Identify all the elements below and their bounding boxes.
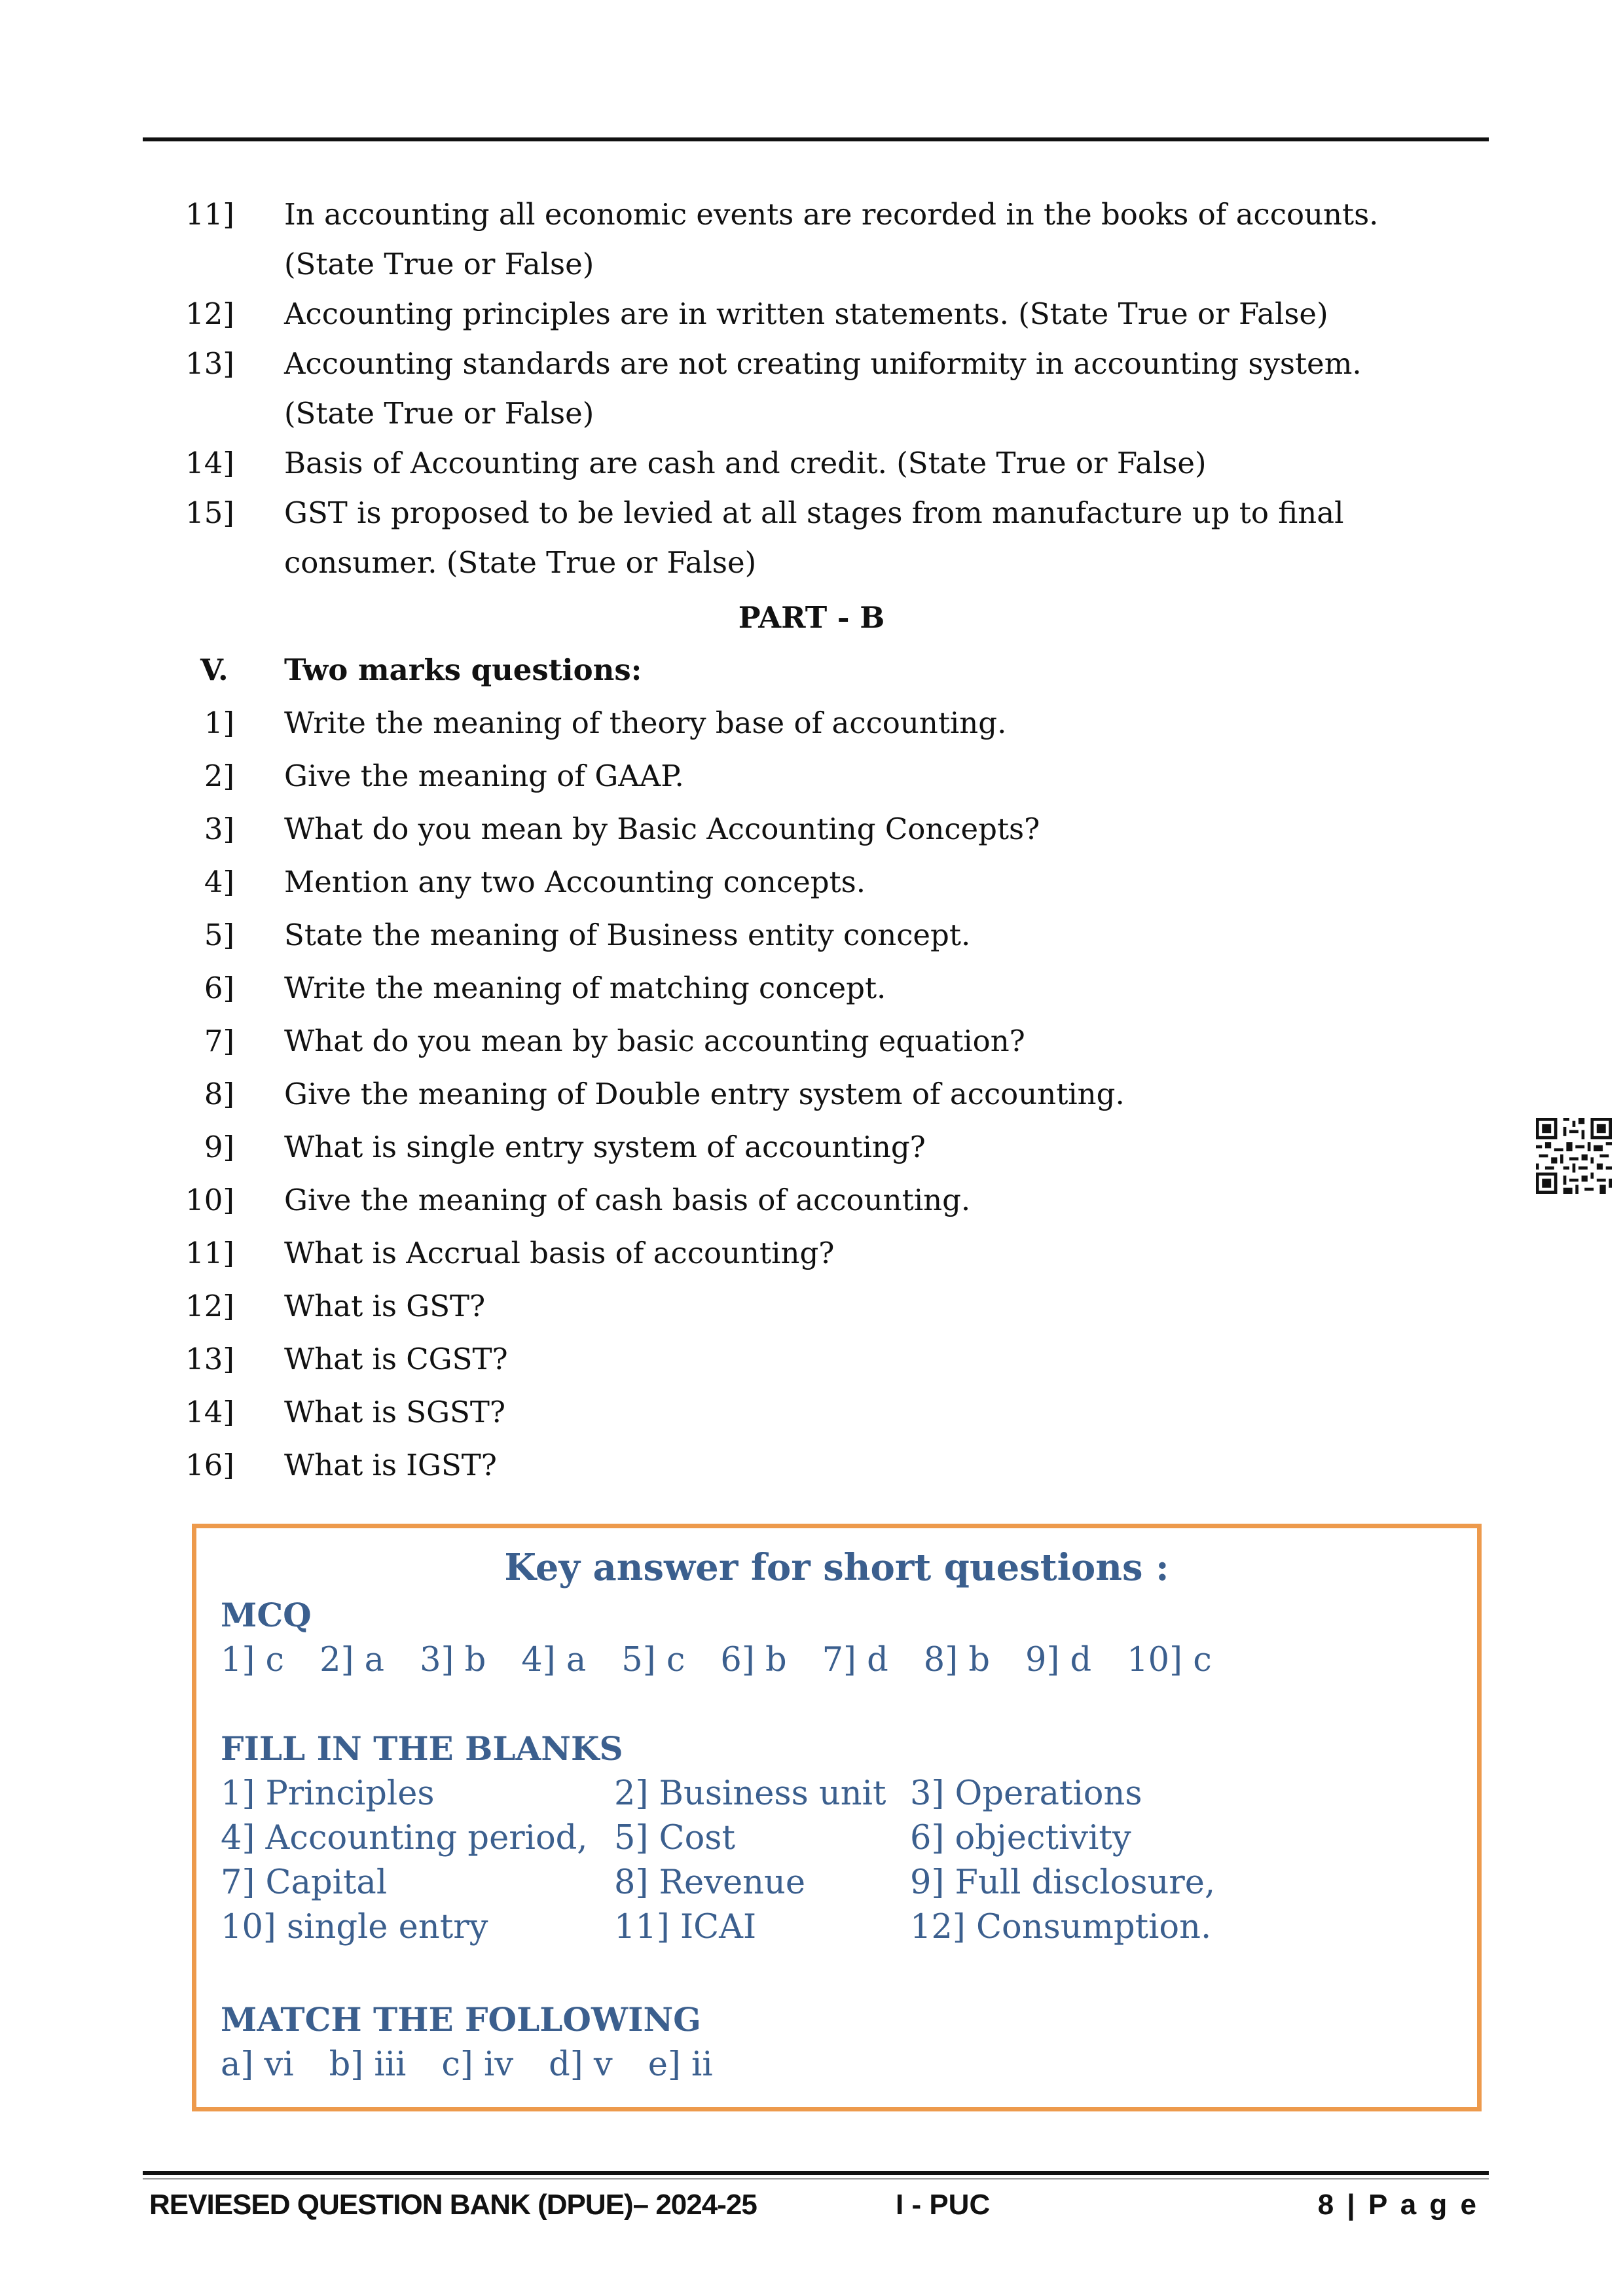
item-number: 14] — [185, 446, 234, 480]
item-text: In accounting all economic events are recorded in the books of accounts. — [284, 197, 1379, 232]
item-text: What is Accrual basis of accounting? — [284, 1236, 835, 1270]
fitb-answer: 7] Capital — [221, 1863, 388, 1902]
fitb-answer: 12] Consumption. — [910, 1908, 1212, 1946]
item-text: Give the meaning of GAAP. — [284, 759, 684, 793]
fitb-answer: 8] Revenue — [614, 1863, 806, 1902]
item-number: 2] — [204, 759, 234, 793]
qr-code-icon — [1536, 1118, 1612, 1194]
match-answer: d] v — [549, 2045, 613, 2084]
item-number: 12] — [185, 296, 234, 331]
item-text: What do you mean by Basic Accounting Concepts? — [284, 812, 1040, 846]
mcq-answers — [221, 1638, 1247, 1683]
item-number: 5] — [204, 918, 234, 952]
item-text: Write the meaning of theory base of accounting. — [284, 706, 1007, 740]
fitb-heading: FILL IN THE BLANKS — [221, 1729, 623, 1768]
footer-rule-thin — [143, 2178, 1489, 2179]
item-text: What is CGST? — [284, 1342, 508, 1376]
item-text: What is single entry system of accounting? — [284, 1130, 926, 1164]
footer-rule — [143, 2171, 1489, 2175]
footer-class: I - PUC — [896, 2189, 991, 2221]
match-answers — [221, 2043, 748, 2087]
match-answer: e] ii — [647, 2045, 713, 2084]
fitb-answer: 1] Principles — [221, 1774, 435, 1813]
fitb-answer: 3] Operations — [910, 1774, 1142, 1813]
key-answers-box — [192, 1524, 1482, 2111]
item-text: (State True or False) — [284, 396, 594, 431]
section-label: V. — [200, 653, 228, 687]
item-text: State the meaning of Business entity concept. — [284, 918, 971, 952]
item-text: Mention any two Accounting concepts. — [284, 865, 866, 899]
item-number: 11] — [185, 197, 234, 232]
mcq-answer: 5] c — [621, 1641, 685, 1679]
item-number: 8] — [204, 1077, 234, 1111]
fitb-answer: 11] ICAI — [614, 1908, 757, 1946]
item-number: 16] — [185, 1448, 234, 1482]
mcq-answer: 2] a — [319, 1641, 385, 1679]
match-answer: a] vi — [221, 2045, 294, 2084]
item-text: What is IGST? — [284, 1448, 497, 1482]
mcq-answer: 6] b — [720, 1641, 787, 1679]
match-answer: c] iv — [441, 2045, 514, 2084]
item-number: 10] — [185, 1183, 234, 1217]
match-heading: MATCH THE FOLLOWING — [221, 2000, 701, 2039]
item-text: Accounting standards are not creating uniformity in accounting system. — [284, 346, 1362, 381]
fitb-answer: 4] Accounting period, — [221, 1819, 588, 1857]
mcq-answer: 4] a — [521, 1641, 587, 1679]
fitb-answer: 9] Full disclosure, — [910, 1863, 1216, 1902]
mcq-heading: MCQ — [221, 1596, 312, 1634]
item-text: GST is proposed to be levied at all stages from manufacture up to final — [284, 495, 1344, 530]
mcq-answer: 9] d — [1025, 1641, 1092, 1679]
footer-title: REVIESED QUESTION BANK (DPUE)– 2024-25 — [149, 2189, 757, 2221]
mcq-answer: 8] b — [923, 1641, 990, 1679]
header-rule — [143, 137, 1489, 141]
item-number: 13] — [185, 1342, 234, 1376]
item-number: 6] — [204, 971, 234, 1005]
mcq-answer: 3] b — [420, 1641, 486, 1679]
item-number: 9] — [204, 1130, 234, 1164]
item-text: What is GST? — [284, 1289, 486, 1323]
fitb-answer: 10] single entry — [221, 1908, 488, 1946]
section-title: Two marks questions: — [284, 653, 642, 687]
fitb-answer: 5] Cost — [614, 1819, 735, 1857]
item-text: (State True or False) — [284, 247, 594, 281]
item-number: 15] — [185, 495, 234, 530]
item-text: Basis of Accounting are cash and credit. (State True or False) — [284, 446, 1207, 480]
item-number: 3] — [204, 812, 234, 846]
item-number: 13] — [185, 346, 234, 381]
item-number: 4] — [204, 865, 234, 899]
page-number: 8 | P a g e — [1317, 2189, 1479, 2221]
fitb-answer: 6] objectivity — [910, 1819, 1131, 1857]
item-text: Give the meaning of Double entry system of accounting. — [284, 1077, 1125, 1111]
mcq-answer: 7] d — [822, 1641, 888, 1679]
item-number: 14] — [185, 1395, 234, 1429]
match-answer: b] iii — [329, 2045, 407, 2084]
item-number: 12] — [185, 1289, 234, 1323]
item-text: What do you mean by basic accounting equation? — [284, 1024, 1025, 1058]
part-title: PART - B — [738, 600, 885, 635]
item-text: Give the meaning of cash basis of accounting. — [284, 1183, 971, 1217]
item-number: 11] — [185, 1236, 234, 1270]
key-answers-title: Key answer for short questions : — [504, 1546, 1169, 1589]
item-number: 7] — [204, 1024, 234, 1058]
mcq-answer: 10] c — [1127, 1641, 1212, 1679]
mcq-answer: 1] c — [221, 1641, 285, 1679]
fitb-answer: 2] Business unit — [614, 1774, 886, 1813]
item-number: 1] — [204, 706, 234, 740]
item-text: What is SGST? — [284, 1395, 505, 1429]
item-text: Write the meaning of matching concept. — [284, 971, 886, 1005]
item-text: Accounting principles are in written statements. (State True or False) — [284, 296, 1328, 331]
item-text: consumer. (State True or False) — [284, 545, 757, 580]
